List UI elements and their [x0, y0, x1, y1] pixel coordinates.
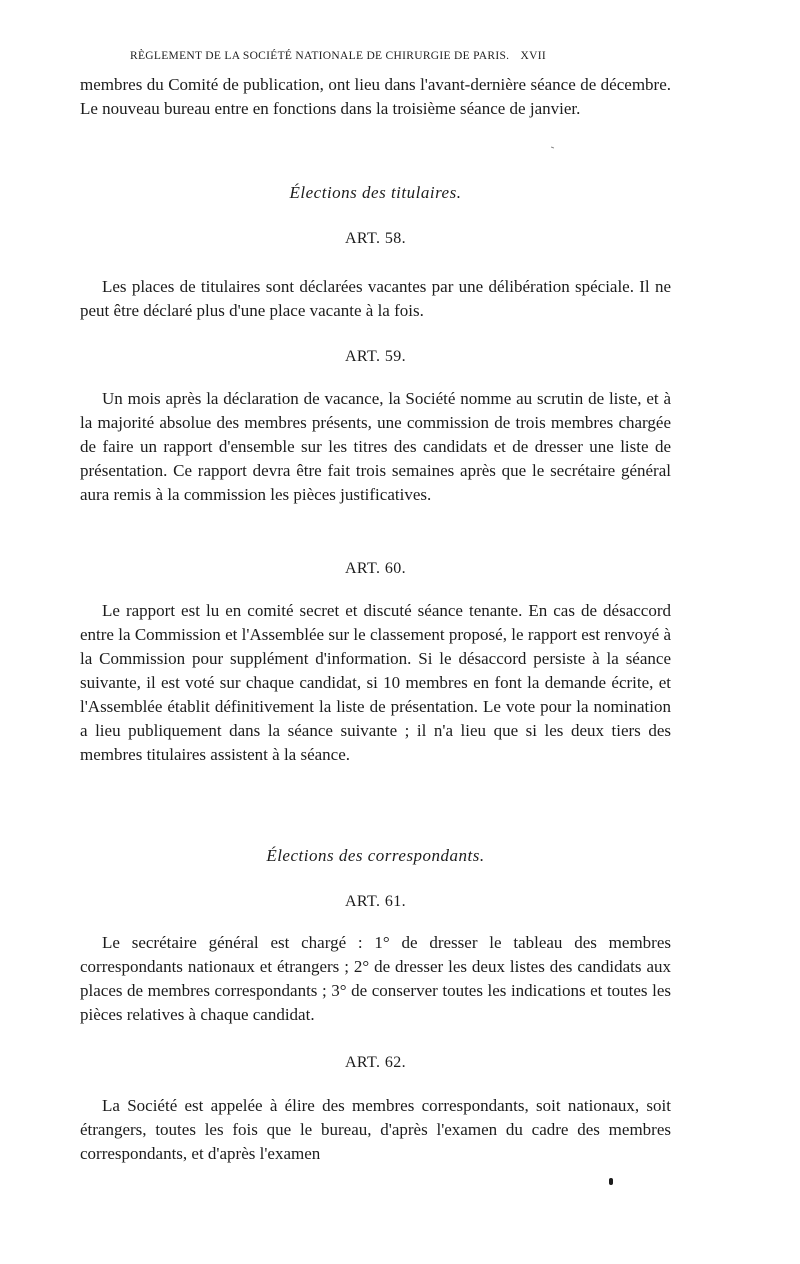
section-heading-correspondants: Élections des correspondants.: [266, 846, 485, 865]
section-heading-titulaires: Élections des titulaires.: [289, 183, 462, 202]
article-61-label: ART. 61.: [344, 893, 407, 910]
print-mark: [609, 1178, 613, 1185]
article-59-body: [80, 387, 671, 507]
article-61-text: Le secrétaire général est chargé : 1° de dresser le tableau des membres correspondants nationaux et étrangers ; 2° de dresser les deux listes des candidats aux places de membres correspondants ; 3° de conserver toutes les indications et toutes les pièces relatives à chaque candidat.: [80, 933, 671, 1024]
article-62-text: La Société est appelée à élire des membres correspondants, soit nationaux, soit étrangers, toutes les fois que le bureau, d'après l'examen du cadre des membres correspondants, et d'après l'examen: [80, 1096, 671, 1163]
article-58-text: Les places de titulaires sont déclarées vacantes par une délibération spéciale. Il ne peut être déclaré plus d'une place vacante à la fois.: [80, 277, 671, 320]
running-header: [130, 50, 670, 62]
article-58-body: [80, 275, 671, 323]
paragraph-text: membres du Comité de publication, ont lieu dans l'avant-dernière séance de décembre. Le nouveau bureau entre en fonctions dans la troisième séance de janvier.: [80, 75, 671, 118]
page-number: XVII: [520, 50, 547, 62]
print-speck: [551, 147, 554, 149]
article-58-label: ART. 58.: [344, 230, 407, 247]
paragraph-continued: [80, 73, 671, 121]
article-60-body: [80, 599, 671, 767]
article-62-label: ART. 62.: [344, 1054, 407, 1071]
article-60-text: Le rapport est lu en comité secret et discuté séance tenante. En cas de désaccord entre la Commission et l'Assemblée sur le classement proposé, le rapport est renvoyé à la Commission pour supplément d'information. Si le désaccord persiste à la séance suivante, il est voté sur chaque candidat, si 10 membres en font la demande écrite, et l'Assemblée établit définitivement la liste de présentation. Le vote pour la nomination a lieu publiquement dans la séance suivante ; il n'a lieu que si les deux tiers des membres titulaires assistent à la séance.: [80, 601, 671, 764]
article-62-body: [80, 1094, 671, 1166]
running-title: RÈGLEMENT DE LA SOCIÉTÉ NATIONALE DE CHIRURGIE DE PARIS.: [130, 50, 510, 62]
article-59-text: Un mois après la déclaration de vacance, la Société nomme au scrutin de liste, et à la majorité absolue des membres présents, une commission de trois membres chargée de faire un rapport d'ensemble sur les titres des candidats et de dresser une liste de présentation. Ce rapport devra être fait trois semaines après que le secrétaire général aura remis à la commission les pièces justificatives.: [80, 389, 671, 504]
article-59-label: ART. 59.: [344, 348, 407, 365]
article-61-body: [80, 931, 671, 1027]
article-60-label: ART. 60.: [344, 560, 407, 577]
